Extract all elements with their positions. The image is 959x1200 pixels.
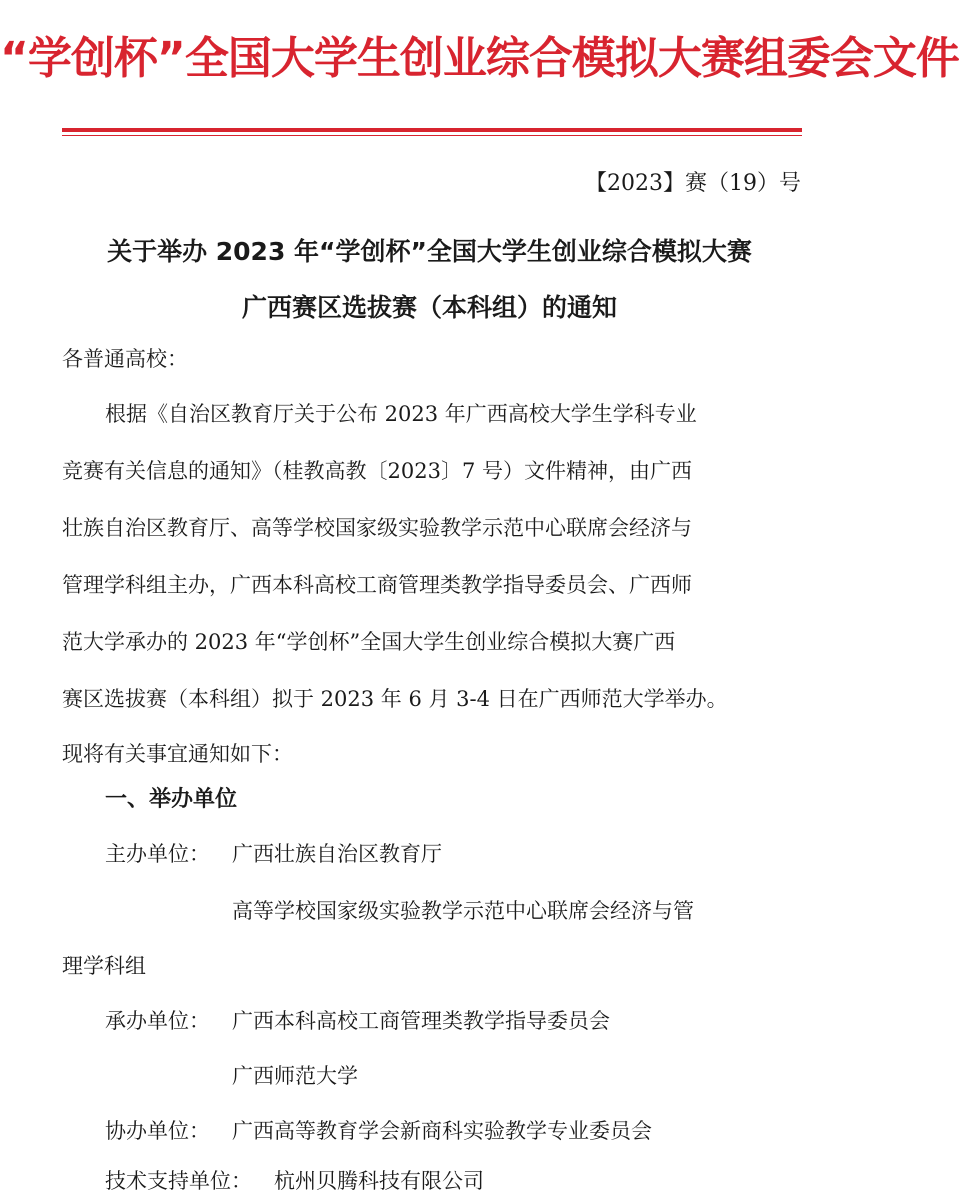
tech-support-unit-1: 杭州贝腾科技有限公司 (274, 1169, 484, 1193)
notice-title-line-1: 关于举办 2023 年“学创杯”全国大学生创业综合模拟大赛 (107, 237, 752, 266)
paragraph-line-5: 范大学承办的 2023 年“学创杯”全国大学生创业综合模拟大赛广西 (62, 630, 676, 654)
header-divider-thin (62, 135, 802, 136)
notice-title-line-2: 广西赛区选拔赛（本科组）的通知 (241, 293, 617, 322)
salutation: 各普通高校： (62, 347, 188, 371)
paragraph-line-7: 现将有关事宜通知如下： (62, 742, 293, 766)
host-unit-2-line-1: 高等学校国家级实验教学示范中心联席会经济与管 (232, 899, 694, 923)
tech-support-label: 技术支持单位： (105, 1169, 252, 1193)
organizer-unit-1: 广西本科高校工商管理类教学指导委员会 (232, 1009, 610, 1033)
organizer-label: 承办单位： (105, 1009, 210, 1033)
header-divider-thick (62, 128, 802, 132)
document-number: 【2023】赛（19）号 (585, 171, 801, 196)
co-organizer-unit-1: 广西高等教育学会新商科实验教学专业委员会 (232, 1119, 652, 1143)
co-organizer-label: 协办单位： (105, 1119, 210, 1143)
paragraph-line-4: 管理学科组主办，广西本科高校工商管理类教学指导委员会、广西师 (62, 573, 692, 597)
paragraph-line-3: 壮族自治区教育厅、高等学校国家级实验教学示范中心联席会经济与 (62, 516, 692, 540)
paragraph-line-1: 根据《自治区教育厅关于公布 2023 年广西高校大学生学科专业 (105, 402, 697, 426)
host-unit-2-line-2: 理学科组 (62, 954, 146, 978)
document-header-title: “学创杯”全国大学生创业综合模拟大赛组委会文件 (0, 33, 959, 84)
paragraph-line-6: 赛区选拔赛（本科组）拟于 2023 年 6 月 3-4 日在广西师范大学举办。 (62, 687, 728, 711)
host-label: 主办单位： (105, 842, 210, 866)
section-heading-1: 一、举办单位 (105, 787, 238, 812)
organizer-unit-2: 广西师范大学 (232, 1064, 358, 1088)
paragraph-line-2: 竞赛有关信息的通知》（桂教高教〔2023〕7 号）文件精神，由广西 (62, 459, 692, 483)
host-unit-1: 广西壮族自治区教育厅 (232, 842, 442, 866)
